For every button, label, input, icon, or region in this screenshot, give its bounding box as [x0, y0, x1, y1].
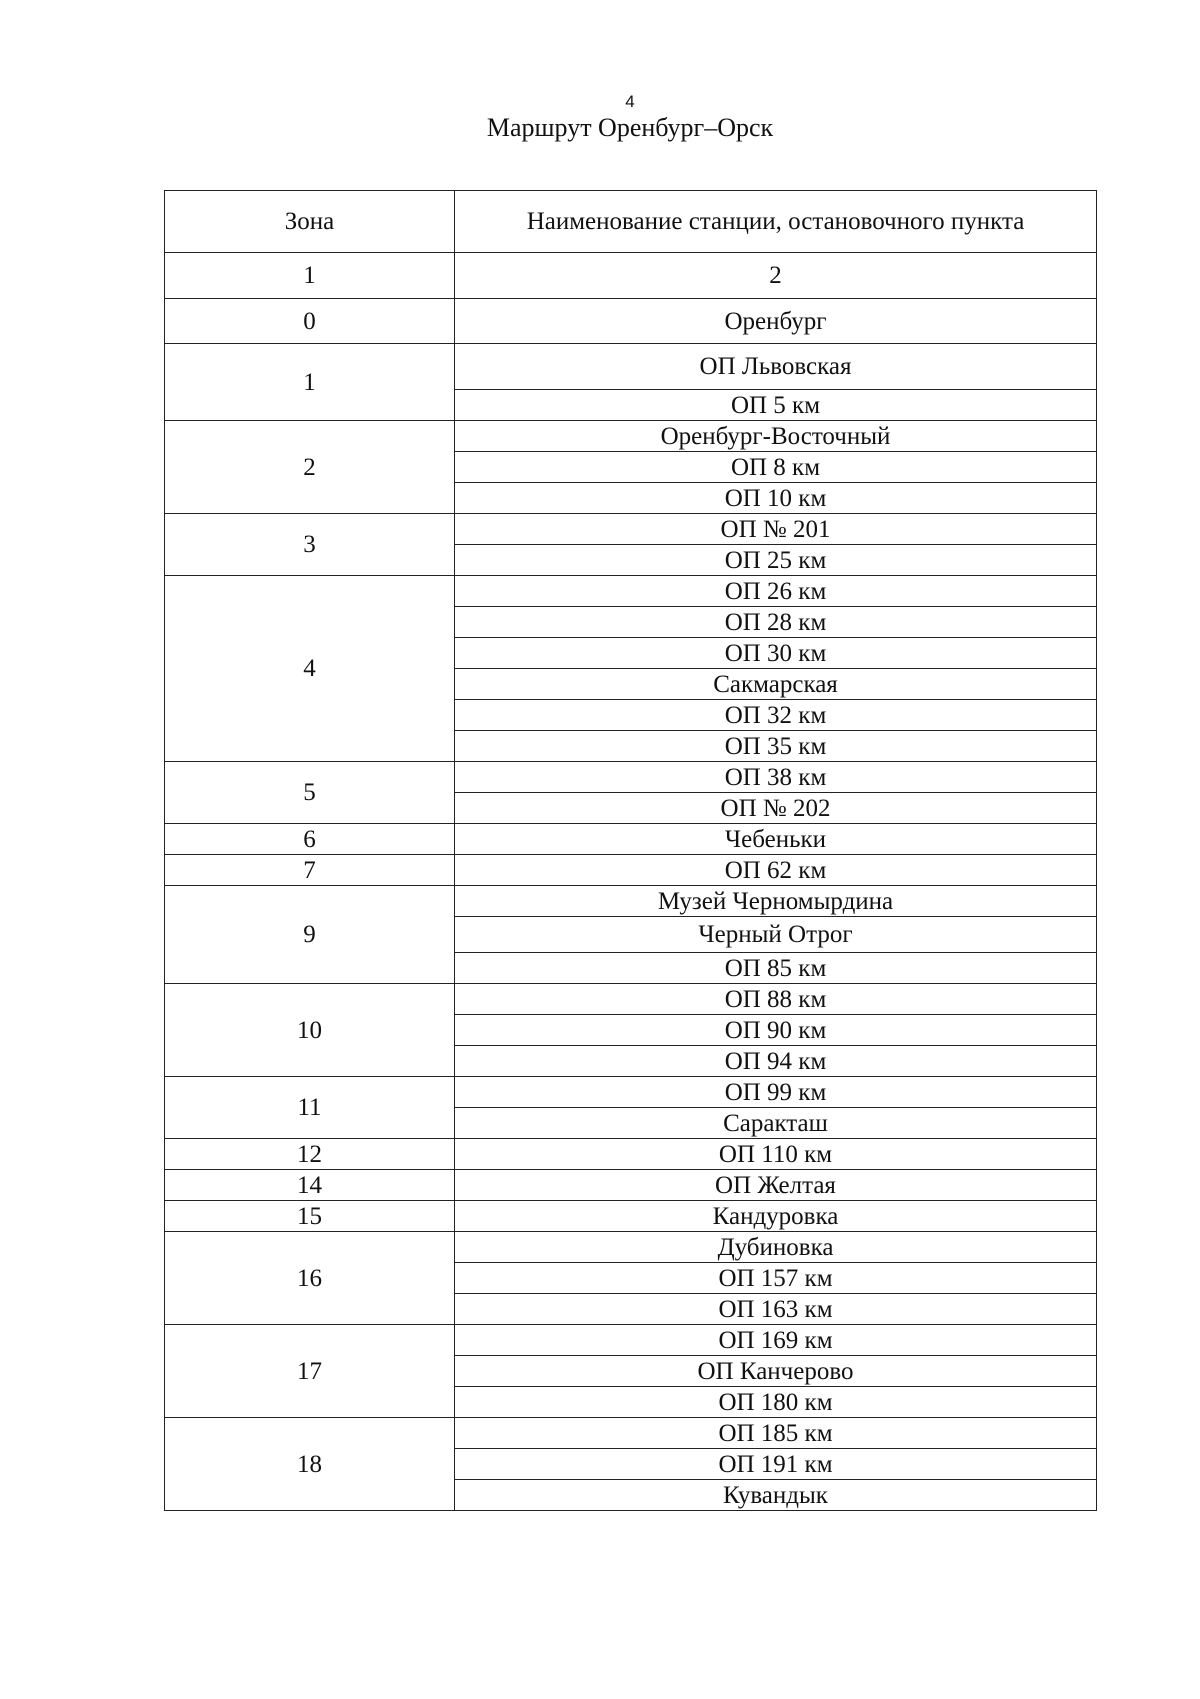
table-row [165, 1139, 1097, 1170]
header-zone: Зона [165, 191, 455, 253]
station-cell: ОП 110 км [455, 1139, 1097, 1170]
zone-cell: 2 [165, 421, 455, 514]
station-cell: Кувандык [455, 1480, 1097, 1511]
zone-cell: 9 [165, 886, 455, 984]
zone-cell: 3 [165, 514, 455, 576]
station-cell: ОП 32 км [455, 700, 1097, 731]
station-cell: ОП 38 км [455, 762, 1097, 793]
station-cell: ОП 90 км [455, 1015, 1097, 1046]
station-cell: ОП 169 км [455, 1325, 1097, 1356]
column-number-zone: 1 [165, 253, 455, 299]
header-station-name: Наименование станции, остановочного пункта [455, 191, 1097, 253]
station-cell: Оренбург-Восточный [455, 421, 1097, 452]
zone-cell: 1 [165, 344, 455, 421]
station-cell: Дубиновка [455, 1232, 1097, 1263]
station-cell: ОП 25 км [455, 545, 1097, 576]
station-cell: ОП 62 км [455, 855, 1097, 886]
table-row [165, 514, 1097, 545]
station-cell: ОП 99 км [455, 1077, 1097, 1108]
station-cell: ОП 10 км [455, 483, 1097, 514]
document-title: Маршрут Оренбург–Орск [486, 113, 774, 142]
station-cell: Чебеньки [455, 824, 1097, 855]
table-row [165, 576, 1097, 607]
station-cell: Кандуровка [455, 1201, 1097, 1232]
column-number-row [165, 253, 1097, 299]
zone-cell: 11 [165, 1077, 455, 1139]
station-cell: ОП 88 км [455, 984, 1097, 1015]
zone-cell: 14 [165, 1170, 455, 1201]
station-cell: Музей Черномырдина [455, 886, 1097, 917]
station-cell: ОП 185 км [455, 1418, 1097, 1449]
zone-cell: 16 [165, 1232, 455, 1325]
table-row [165, 344, 1097, 390]
table-row [165, 1418, 1097, 1449]
column-number-station: 2 [455, 253, 1097, 299]
station-cell: ОП 28 км [455, 607, 1097, 638]
station-cell: ОП 180 км [455, 1387, 1097, 1418]
station-cell: ОП 26 км [455, 576, 1097, 607]
table-row [165, 886, 1097, 917]
table-row [165, 824, 1097, 855]
station-cell: ОП 35 км [455, 731, 1097, 762]
station-cell: Черный Отрог [455, 917, 1097, 953]
zone-cell: 10 [165, 984, 455, 1077]
zone-cell: 0 [165, 299, 455, 344]
zone-cell: 5 [165, 762, 455, 824]
table-row [165, 762, 1097, 793]
zone-cell: 4 [165, 576, 455, 762]
station-cell: ОП 157 км [455, 1263, 1097, 1294]
station-cell: Саракташ [455, 1108, 1097, 1139]
station-cell: ОП 5 км [455, 390, 1097, 421]
table-row [165, 421, 1097, 452]
zone-cell: 6 [165, 824, 455, 855]
station-cell: Оренбург [455, 299, 1097, 344]
table-header-row [165, 191, 1097, 253]
station-cell: ОП 191 км [455, 1449, 1097, 1480]
station-cell: ОП 30 км [455, 638, 1097, 669]
station-cell: ОП 8 км [455, 452, 1097, 483]
station-cell: ОП 163 км [455, 1294, 1097, 1325]
station-cell: ОП Желтая [455, 1170, 1097, 1201]
zone-cell: 17 [165, 1325, 455, 1418]
zone-cell: 12 [165, 1139, 455, 1170]
station-cell: ОП 94 км [455, 1046, 1097, 1077]
page-number: 4 [625, 92, 635, 111]
station-cell: ОП 85 км [455, 953, 1097, 984]
station-cell: ОП Канчерово [455, 1356, 1097, 1387]
station-cell: ОП Львовская [455, 344, 1097, 390]
table-row [165, 299, 1097, 344]
route-zone-table [164, 190, 1097, 1511]
zone-cell: 15 [165, 1201, 455, 1232]
zone-cell: 7 [165, 855, 455, 886]
table-row [165, 984, 1097, 1015]
table-row [165, 1325, 1097, 1356]
zone-cell: 18 [165, 1418, 455, 1511]
table-row [165, 1170, 1097, 1201]
table-row [165, 1201, 1097, 1232]
table-row [165, 855, 1097, 886]
table-row [165, 1232, 1097, 1263]
station-cell: ОП № 201 [455, 514, 1097, 545]
station-cell: ОП № 202 [455, 793, 1097, 824]
table-row [165, 1077, 1097, 1108]
station-cell: Сакмарская [455, 669, 1097, 700]
